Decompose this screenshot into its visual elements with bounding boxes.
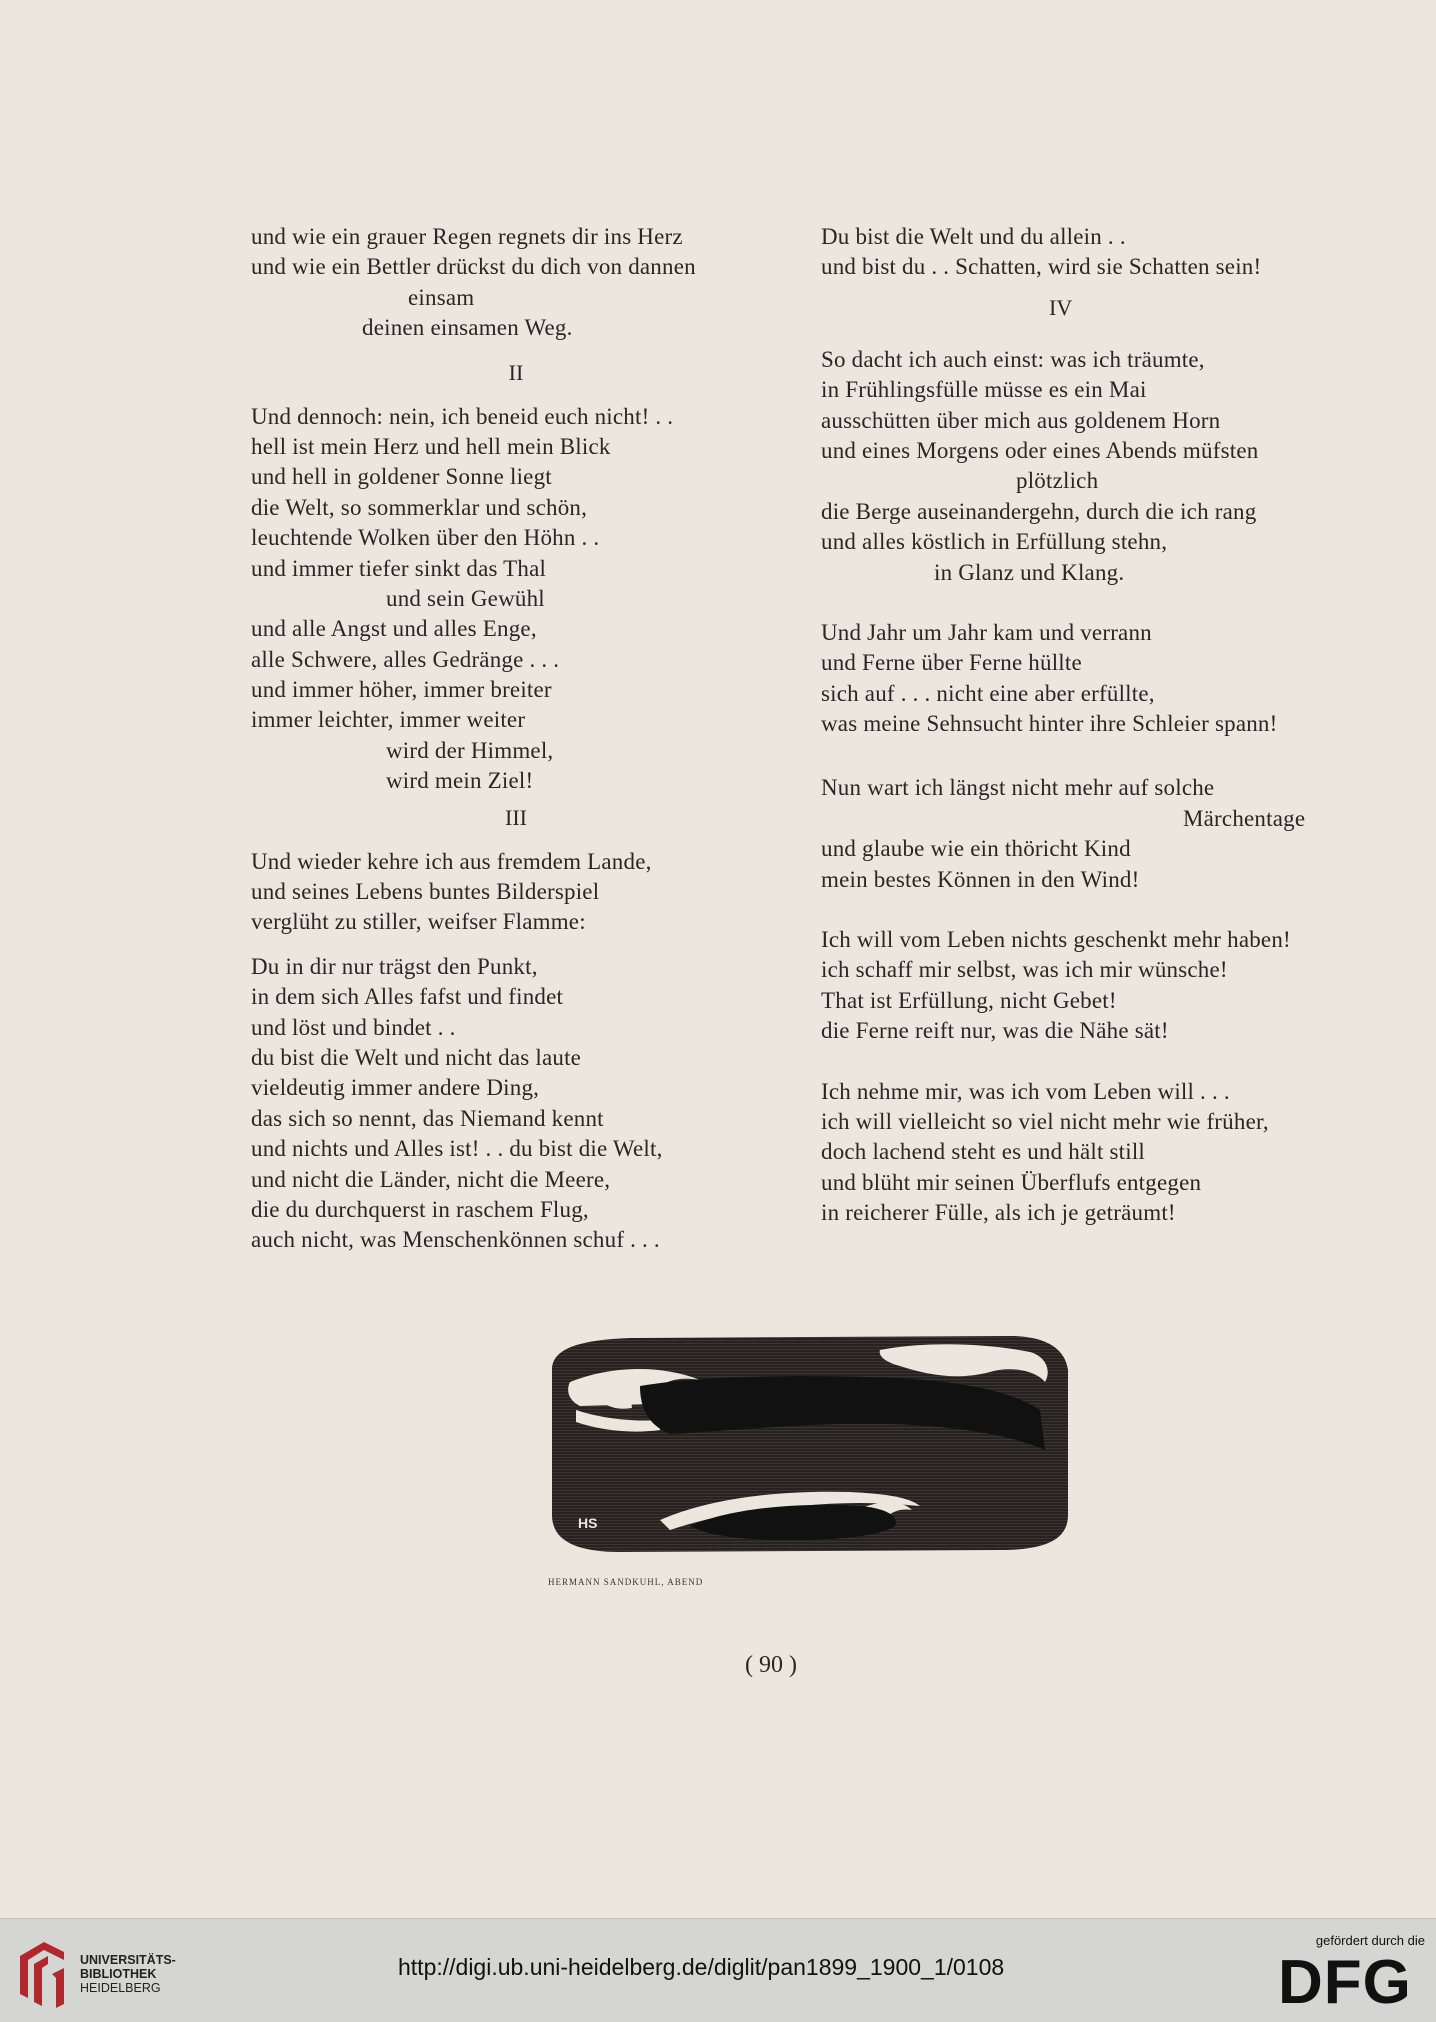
poem-line: die Welt, so sommerklar und schön, xyxy=(251,494,588,520)
poem-line: die Ferne reift nur, was die Nähe sät! xyxy=(821,1018,1169,1044)
poem-line: in reicherer Fülle, als ich je geträumt! xyxy=(821,1200,1176,1226)
poem-line: doch lachend steht es und hält still xyxy=(821,1139,1146,1165)
poem-line: und eines Morgens oder eines Abends müfsten xyxy=(821,437,1259,463)
poem-line: die Berge auseinandergehn, durch die ich rang xyxy=(821,498,1257,524)
poem-line: du bist die Welt und nicht das laute xyxy=(251,1044,582,1070)
poem-line: in Frühlingsfülle müsse es ein Mai xyxy=(821,377,1147,403)
poem-line: und seines Lebens buntes Bilderspiel xyxy=(251,879,600,905)
page-number: ( 90 ) xyxy=(745,1652,797,1678)
library-logo-icon xyxy=(14,1934,70,2010)
permalink-url[interactable]: http://digi.ub.uni-heidelberg.de/diglit/pan1899_1900_1/0108 xyxy=(398,1954,1005,1980)
poem-line: das sich so nennt, das Niemand kennt xyxy=(251,1105,604,1131)
section-numeral-ii: II xyxy=(508,359,524,385)
poem-line: was meine Sehnsucht hinter ihre Schleier spann! xyxy=(821,711,1278,737)
poem-line: und sein Gewühl xyxy=(386,585,545,611)
poem-line: und nicht die Länder, nicht die Meere, xyxy=(251,1166,611,1192)
poem-line: ausschütten über mich aus goldenem Horn xyxy=(821,407,1221,433)
poem-line: Und wieder kehre ich aus fremdem Lande, xyxy=(251,848,652,874)
poem-line: und hell in goldener Sonne liegt xyxy=(251,464,552,490)
poem-line: vieldeutig immer andere Ding, xyxy=(251,1075,540,1101)
library-name-line: HEIDELBERG xyxy=(80,1981,161,1995)
poem-line: leuchtende Wolken über den Höhn . . xyxy=(251,525,600,551)
poem-line: Und Jahr um Jahr kam und verrann xyxy=(821,619,1152,645)
poem-line: in Glanz und Klang. xyxy=(934,559,1125,585)
poem-left-column xyxy=(251,222,781,1256)
poem-line: Und dennoch: nein, ich beneid euch nicht! . . xyxy=(251,403,674,429)
poem-line: plötzlich xyxy=(1016,468,1099,494)
poem-line: Ich nehme mir, was ich vom Leben will . . . xyxy=(821,1078,1230,1104)
poem-line: Du bist die Welt und du allein . . xyxy=(821,224,1126,249)
poem-line: und bist du . . Schatten, wird sie Schatten sein! xyxy=(821,254,1262,280)
poem-line: Ich will vom Leben nichts geschenkt mehr haben! xyxy=(821,927,1291,953)
section-numeral-iii: III xyxy=(505,804,527,830)
monogram: HS xyxy=(578,1515,598,1531)
poem-line: und alles köstlich in Erfüllung stehn, xyxy=(821,529,1168,555)
library-name-line: BIBLIOTHEK xyxy=(80,1967,157,1981)
section-numeral-iv: IV xyxy=(1049,294,1073,320)
library-name-line: UNIVERSITÄTS- xyxy=(80,1953,176,1967)
poem-line: die du durchquerst in raschem Flug, xyxy=(251,1196,589,1222)
poem-line: That ist Erfüllung, nicht Gebet! xyxy=(821,987,1117,1013)
poem-line: Märchentage xyxy=(1183,805,1306,831)
poem-line: und wie ein Bettler drückst du dich von dannen xyxy=(251,254,696,280)
poem-line: verglüht zu stiller, weifser Flamme: xyxy=(251,909,586,935)
funded-by-label: gefördert durch die xyxy=(1315,1933,1425,1948)
poem-line: und blüht mir seinen Überflufs entgegen xyxy=(821,1169,1202,1195)
poem-line: hell ist mein Herz und hell mein Blick xyxy=(251,433,611,459)
dfg-logo: DFG xyxy=(1278,1948,1412,2017)
poem-line: ich will vielleicht so viel nicht mehr wie früher, xyxy=(821,1108,1269,1134)
poem-right-column xyxy=(821,222,1361,1229)
library-name xyxy=(80,1953,176,1995)
poem-line: in dem sich Alles fafst und findet xyxy=(251,984,564,1010)
poem-line: Nun wart ich längst nicht mehr auf solche xyxy=(821,775,1215,801)
poem-line: und immer tiefer sinkt das Thal xyxy=(251,555,547,581)
poem-line: und nichts und Alles ist! . . du bist die Welt, xyxy=(251,1136,663,1162)
poem-line: deinen einsamen Weg. xyxy=(362,315,573,341)
footer-bar xyxy=(0,1918,1436,2022)
poem-line: und löst und bindet . . xyxy=(251,1014,456,1040)
poem-line: alle Schwere, alles Gedränge . . . xyxy=(251,646,560,672)
poem-line: immer leichter, immer weiter xyxy=(251,707,526,733)
poem-line: und wie ein grauer Regen regnets dir ins Herz xyxy=(251,224,683,249)
poem-line: ich schaff mir selbst, was ich mir wünsche! xyxy=(821,957,1228,983)
poem-line: Du in dir nur trägst den Punkt, xyxy=(251,953,538,979)
poem-line: und glaube wie ein thöricht Kind xyxy=(821,836,1131,862)
poem-line: und Ferne über Ferne hüllte xyxy=(821,650,1082,676)
woodcut-illustration xyxy=(540,1330,1080,1560)
poem-line: sich auf . . . nicht eine aber erfüllte, xyxy=(821,680,1155,706)
poem-line: mein bestes Können in den Wind! xyxy=(821,866,1140,892)
poem-line: auch nicht, was Menschenkönnen schuf . . . xyxy=(251,1227,660,1253)
poem-line: wird mein Ziel! xyxy=(386,768,534,794)
poem-line: wird der Himmel, xyxy=(386,737,554,763)
poem-line: und alle Angst und alles Enge, xyxy=(251,616,537,642)
illustration-caption: HERMANN SANDKUHL, ABEND xyxy=(548,1577,704,1587)
poem-line: und immer höher, immer breiter xyxy=(251,677,552,703)
poem-line: einsam xyxy=(408,284,475,310)
poem-line: So dacht ich auch einst: was ich träumte, xyxy=(821,346,1205,372)
